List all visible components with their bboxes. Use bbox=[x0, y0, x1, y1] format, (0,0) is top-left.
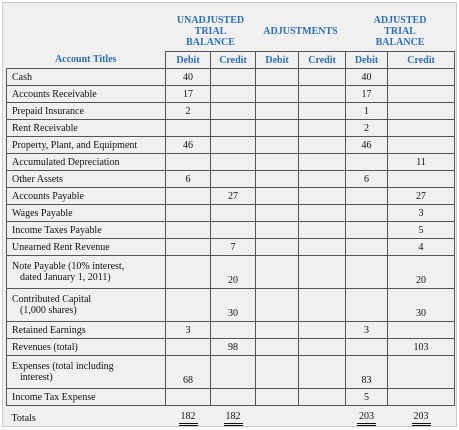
amount-adjustments-credit bbox=[299, 389, 346, 406]
account-title-cell bbox=[7, 339, 166, 356]
account-title-cell bbox=[7, 239, 166, 256]
amount-unadjusted-debit bbox=[166, 389, 211, 406]
table-row bbox=[7, 137, 455, 154]
amount-adjusted-credit bbox=[388, 86, 455, 103]
amount-adjustments-debit bbox=[256, 239, 299, 256]
amount-unadjusted-credit bbox=[211, 154, 256, 171]
amount-adjustments-credit bbox=[299, 103, 346, 120]
account-title-cell bbox=[7, 389, 166, 406]
amount-unadjusted-debit bbox=[166, 339, 211, 356]
amount-unadjusted-debit: 3 bbox=[166, 322, 211, 339]
amount-unadjusted-credit bbox=[211, 86, 256, 103]
amount-unadjusted-debit: 40 bbox=[166, 69, 211, 86]
amount-adjusted-debit: 5 bbox=[346, 389, 388, 406]
amount-adjusted-credit bbox=[388, 389, 455, 406]
table-row bbox=[7, 239, 455, 256]
amount-adjustments-debit bbox=[256, 322, 299, 339]
account-title-line: Property, Plant, and Equipment bbox=[12, 140, 165, 151]
account-title-cell bbox=[7, 289, 166, 322]
total-adjustments-credit-cell bbox=[299, 406, 346, 430]
amount-unadjusted-credit bbox=[211, 120, 256, 137]
amount-adjustments-credit bbox=[299, 86, 346, 103]
amount-adjusted-debit bbox=[346, 239, 388, 256]
amount-unadjusted-debit bbox=[166, 120, 211, 137]
total-adjusted-credit: 203 bbox=[412, 411, 431, 426]
amount-adjustments-debit bbox=[256, 171, 299, 188]
total-unadjusted-credit: 182 bbox=[224, 411, 243, 426]
amount-adjustments-credit bbox=[299, 120, 346, 137]
total-unadjusted-credit-cell bbox=[211, 406, 256, 430]
amount-adjustments-credit bbox=[299, 69, 346, 86]
amount-adjusted-credit bbox=[388, 137, 455, 154]
account-title-cell bbox=[7, 222, 166, 239]
column-unadjusted-debit: Debit bbox=[166, 52, 211, 69]
account-title-line: (1,000 shares) bbox=[12, 305, 165, 316]
amount-adjustments-credit bbox=[299, 239, 346, 256]
column-unadjusted-credit: Credit bbox=[211, 52, 256, 69]
amount-unadjusted-debit bbox=[166, 222, 211, 239]
amount-unadjusted-debit: 68 bbox=[166, 356, 211, 389]
account-title-line: Cash bbox=[12, 72, 165, 83]
table-row bbox=[7, 222, 455, 239]
table-row bbox=[7, 188, 455, 205]
amount-adjusted-debit: 40 bbox=[346, 69, 388, 86]
account-title-line: Accumulated Depreciation bbox=[12, 157, 165, 168]
table-row bbox=[7, 339, 455, 356]
header-unadjusted bbox=[166, 11, 256, 52]
account-title-line: Note Payable (10% interest, bbox=[12, 261, 165, 272]
account-title-line: dated January 1, 2011) bbox=[12, 272, 165, 283]
table-row bbox=[7, 171, 455, 188]
amount-unadjusted-credit bbox=[211, 137, 256, 154]
account-title-line: Accounts Receivable bbox=[12, 89, 165, 100]
amount-adjusted-debit: 1 bbox=[346, 103, 388, 120]
totals-label-cell bbox=[7, 406, 166, 430]
total-adjusted-debit: 203 bbox=[357, 411, 376, 426]
amount-adjustments-credit bbox=[299, 188, 346, 205]
account-title-line: Other Assets bbox=[12, 174, 165, 185]
amount-unadjusted-credit bbox=[211, 205, 256, 222]
amount-adjusted-debit: 46 bbox=[346, 137, 388, 154]
amount-adjustments-debit bbox=[256, 289, 299, 322]
amount-adjusted-credit bbox=[388, 322, 455, 339]
account-title-line: Income Tax Expense bbox=[12, 392, 165, 403]
table-row bbox=[7, 86, 455, 103]
total-adjusted-debit-cell bbox=[346, 406, 388, 430]
amount-adjusted-credit: 3 bbox=[388, 205, 455, 222]
header-adjustments-label: ADJUSTMENTS bbox=[256, 26, 346, 37]
account-title-line: Prepaid Insurance bbox=[12, 106, 165, 117]
amount-unadjusted-credit bbox=[211, 222, 256, 239]
account-title-cell bbox=[7, 356, 166, 389]
amount-adjusted-debit bbox=[346, 205, 388, 222]
amount-adjusted-credit: 4 bbox=[388, 239, 455, 256]
amount-adjustments-debit bbox=[256, 339, 299, 356]
totals-row bbox=[7, 406, 455, 430]
amount-adjusted-debit bbox=[346, 256, 388, 289]
account-title-cell bbox=[7, 154, 166, 171]
amount-adjusted-credit bbox=[388, 103, 455, 120]
amount-adjustments-debit bbox=[256, 69, 299, 86]
amount-adjustments-debit bbox=[256, 389, 299, 406]
amount-adjustments-credit bbox=[299, 222, 346, 239]
amount-unadjusted-debit: 6 bbox=[166, 171, 211, 188]
amount-unadjusted-debit bbox=[166, 239, 211, 256]
header-unadjusted-line3: BALANCE bbox=[166, 37, 256, 48]
amount-unadjusted-debit: 17 bbox=[166, 86, 211, 103]
table-row bbox=[7, 103, 455, 120]
amount-adjusted-debit bbox=[346, 154, 388, 171]
table-row bbox=[7, 356, 455, 389]
header-adjusted-line1: ADJUSTED bbox=[346, 15, 455, 26]
account-title-line: Retained Earnings bbox=[12, 325, 165, 336]
account-title-line: Rent Receivable bbox=[12, 123, 165, 134]
account-title-line: Accounts Payable bbox=[12, 191, 165, 202]
amount-unadjusted-debit bbox=[166, 205, 211, 222]
table-row bbox=[7, 322, 455, 339]
amount-adjusted-debit bbox=[346, 339, 388, 356]
header-adjusted-line2: TRIAL bbox=[346, 26, 455, 37]
header-unadjusted-line1: UNADJUSTED bbox=[166, 15, 256, 26]
account-title-line: Wages Payable bbox=[12, 208, 165, 219]
column-adjusted-debit: Debit bbox=[346, 52, 388, 69]
amount-adjustments-debit bbox=[256, 205, 299, 222]
amount-adjustments-debit bbox=[256, 356, 299, 389]
amount-unadjusted-credit: 7 bbox=[211, 239, 256, 256]
amount-unadjusted-credit bbox=[211, 171, 256, 188]
table-row bbox=[7, 120, 455, 137]
amount-unadjusted-credit bbox=[211, 356, 256, 389]
amount-unadjusted-credit: 20 bbox=[211, 256, 256, 289]
amount-unadjusted-credit bbox=[211, 322, 256, 339]
amount-adjusted-debit: 3 bbox=[346, 322, 388, 339]
amount-adjustments-credit bbox=[299, 289, 346, 322]
amount-adjustments-credit bbox=[299, 171, 346, 188]
column-adjustments-debit: Debit bbox=[256, 52, 299, 69]
amount-adjusted-credit: 20 bbox=[388, 256, 455, 289]
trial-balance-panel bbox=[2, 2, 457, 427]
amount-unadjusted-debit bbox=[166, 256, 211, 289]
amount-adjustments-debit bbox=[256, 86, 299, 103]
header-adjusted bbox=[346, 11, 455, 52]
table-row bbox=[7, 289, 455, 322]
account-title-line: Expenses (total including bbox=[12, 361, 165, 372]
amount-adjustments-credit bbox=[299, 256, 346, 289]
amount-unadjusted-credit bbox=[211, 69, 256, 86]
account-title-cell bbox=[7, 137, 166, 154]
total-unadjusted-debit-cell bbox=[166, 406, 211, 430]
account-title-cell bbox=[7, 188, 166, 205]
header-unadjusted-line2: TRIAL bbox=[166, 26, 256, 37]
account-title-cell bbox=[7, 322, 166, 339]
amount-unadjusted-credit: 98 bbox=[211, 339, 256, 356]
header-adjusted-line3: BALANCE bbox=[346, 37, 455, 48]
amount-adjustments-credit bbox=[299, 356, 346, 389]
amount-unadjusted-debit bbox=[166, 154, 211, 171]
amount-adjustments-credit bbox=[299, 137, 346, 154]
amount-adjustments-credit bbox=[299, 339, 346, 356]
account-title-line: Unearned Rent Revenue bbox=[12, 242, 165, 253]
account-title-cell bbox=[7, 86, 166, 103]
amount-adjustments-credit bbox=[299, 154, 346, 171]
amount-adjustments-debit bbox=[256, 188, 299, 205]
amount-adjusted-credit: 103 bbox=[388, 339, 455, 356]
amount-adjusted-credit: 27 bbox=[388, 188, 455, 205]
amount-adjustments-credit bbox=[299, 205, 346, 222]
amount-adjusted-credit: 30 bbox=[388, 289, 455, 322]
amount-adjusted-credit bbox=[388, 171, 455, 188]
totals-label: Totals bbox=[12, 413, 36, 424]
amount-unadjusted-credit: 27 bbox=[211, 188, 256, 205]
total-unadjusted-debit: 182 bbox=[179, 411, 198, 426]
amount-adjustments-debit bbox=[256, 154, 299, 171]
total-adjusted-credit-cell bbox=[388, 406, 455, 430]
account-title-line: interest) bbox=[12, 372, 165, 383]
total-adjustments-debit-cell bbox=[256, 406, 299, 430]
amount-adjusted-debit bbox=[346, 222, 388, 239]
amount-adjusted-credit bbox=[388, 356, 455, 389]
amount-adjustments-debit bbox=[256, 103, 299, 120]
account-title-line: Income Taxes Payable bbox=[12, 225, 165, 236]
amount-adjusted-debit: 2 bbox=[346, 120, 388, 137]
amount-adjusted-credit bbox=[388, 120, 455, 137]
amount-adjustments-debit bbox=[256, 137, 299, 154]
amount-unadjusted-debit bbox=[166, 188, 211, 205]
amount-unadjusted-debit bbox=[166, 289, 211, 322]
column-adjustments-credit: Credit bbox=[299, 52, 346, 69]
table-row bbox=[7, 69, 455, 86]
table-row bbox=[7, 389, 455, 406]
trial-balance-table bbox=[6, 11, 455, 430]
amount-adjusted-credit bbox=[388, 69, 455, 86]
amount-adjusted-debit bbox=[346, 188, 388, 205]
amount-unadjusted-credit: 30 bbox=[211, 289, 256, 322]
table-row bbox=[7, 256, 455, 289]
account-title-line: Contributed Capital bbox=[12, 294, 165, 305]
amount-adjusted-credit: 5 bbox=[388, 222, 455, 239]
account-title-cell bbox=[7, 69, 166, 86]
amount-adjusted-debit: 6 bbox=[346, 171, 388, 188]
amount-unadjusted-credit bbox=[211, 103, 256, 120]
amount-unadjusted-credit bbox=[211, 389, 256, 406]
account-title-cell bbox=[7, 120, 166, 137]
amount-adjustments-debit bbox=[256, 222, 299, 239]
account-title-line: Revenues (total) bbox=[12, 342, 165, 353]
amount-adjusted-debit: 17 bbox=[346, 86, 388, 103]
account-title-cell bbox=[7, 103, 166, 120]
amount-adjusted-debit: 83 bbox=[346, 356, 388, 389]
amount-adjustments-debit bbox=[256, 120, 299, 137]
amount-adjustments-credit bbox=[299, 322, 346, 339]
account-title-cell bbox=[7, 256, 166, 289]
amount-unadjusted-debit: 46 bbox=[166, 137, 211, 154]
account-title-cell bbox=[7, 171, 166, 188]
column-adjusted-credit: Credit bbox=[388, 52, 455, 69]
header-adjustments bbox=[256, 11, 346, 52]
amount-adjustments-debit bbox=[256, 256, 299, 289]
amount-unadjusted-debit: 2 bbox=[166, 103, 211, 120]
amount-adjusted-debit bbox=[346, 289, 388, 322]
table-row bbox=[7, 205, 455, 222]
column-account-titles: Account Titles bbox=[7, 52, 166, 69]
amount-adjusted-credit: 11 bbox=[388, 154, 455, 171]
table-row bbox=[7, 154, 455, 171]
account-title-cell bbox=[7, 205, 166, 222]
